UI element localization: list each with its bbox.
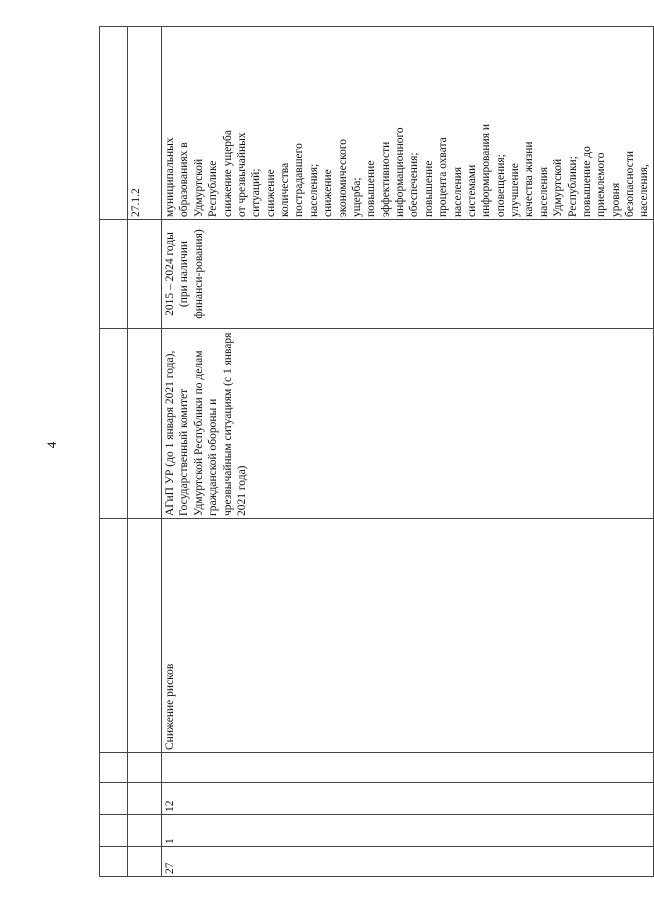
result-line: от чрезвычайных bbox=[235, 132, 248, 217]
result-line: улучшение bbox=[509, 163, 521, 217]
result-line: экономического bbox=[336, 138, 349, 217]
result-line: муниципальных bbox=[164, 137, 176, 217]
top-cell-5 bbox=[100, 519, 128, 753]
row-number: 27 bbox=[162, 847, 654, 877]
rotated-table-wrapper bbox=[99, 27, 651, 877]
result-line: системами bbox=[465, 164, 478, 217]
result-line: уровня bbox=[609, 182, 622, 217]
result-line: обеспечения; bbox=[408, 152, 421, 217]
result-line: Республики; bbox=[566, 156, 579, 217]
result-line: ущерба; bbox=[350, 177, 363, 217]
result-line: Республике bbox=[207, 160, 220, 217]
result-line: качества жизни bbox=[523, 141, 536, 217]
page-number: 4 bbox=[44, 441, 59, 449]
data-table bbox=[99, 26, 654, 877]
row-result-lines bbox=[163, 29, 652, 217]
result-line: населения, bbox=[638, 164, 651, 217]
top-cell-1 bbox=[100, 847, 128, 877]
result-line: населения bbox=[537, 166, 550, 217]
result-line: безопасности bbox=[624, 150, 636, 217]
result-line: Удмуртской bbox=[552, 158, 565, 217]
top-cell-8 bbox=[100, 27, 128, 220]
result-line: повышение до bbox=[580, 146, 593, 217]
code-cell-5 bbox=[128, 519, 162, 753]
result-line: пострадавшего bbox=[293, 143, 306, 217]
row-col-2: 1 bbox=[162, 815, 654, 847]
result-line: ситуаций; bbox=[250, 168, 263, 217]
row-code: 27.1.2 bbox=[128, 27, 162, 220]
row-col-4 bbox=[162, 753, 654, 783]
code-cell-6 bbox=[128, 329, 162, 519]
result-line: приемлемого bbox=[595, 152, 608, 217]
row-col-3: 12 bbox=[162, 783, 654, 815]
row-period: 2015 – 2024 годы (при наличии финанси-рования) bbox=[162, 220, 654, 329]
result-line: образованиях в bbox=[178, 142, 191, 217]
row-name: Снижение рисков bbox=[162, 519, 654, 753]
code-cell-1 bbox=[128, 847, 162, 877]
result-line: информационного bbox=[394, 127, 406, 217]
top-cell-7 bbox=[100, 220, 128, 329]
result-line: снижение bbox=[322, 169, 335, 217]
result-line: процента охвата bbox=[437, 137, 450, 217]
result-line: Удмуртской bbox=[192, 158, 205, 217]
result-line: повышение bbox=[365, 160, 378, 217]
code-cell-3 bbox=[128, 783, 162, 815]
table-row-code bbox=[128, 27, 162, 877]
result-line: оповещения; bbox=[494, 154, 507, 217]
code-cell-2 bbox=[128, 815, 162, 847]
code-cell-7 bbox=[128, 220, 162, 329]
result-line: снижение bbox=[264, 169, 277, 217]
result-line: количества bbox=[279, 162, 291, 217]
table-row bbox=[162, 27, 654, 877]
result-line: повышение bbox=[422, 160, 435, 217]
code-cell-4 bbox=[128, 753, 162, 783]
table-row-top bbox=[100, 27, 128, 877]
result-line: эффективности bbox=[379, 141, 392, 217]
result-line: населения; bbox=[307, 163, 320, 217]
top-cell-3 bbox=[100, 783, 128, 815]
top-cell-2 bbox=[100, 815, 128, 847]
top-cell-6 bbox=[100, 329, 128, 519]
row-executor: АГиП УР (до 1 января 2021 года), Государственный комитет Удмуртской Республики по делам гражданской обороны и чрезвычайным ситуациям (с 1 января 2021 года) bbox=[162, 329, 654, 519]
result-line: информирования и bbox=[480, 123, 493, 217]
result-line: населения bbox=[451, 166, 464, 217]
row-result bbox=[162, 27, 654, 220]
top-cell-4 bbox=[100, 753, 128, 783]
result-line: снижение ущерба bbox=[221, 129, 234, 217]
